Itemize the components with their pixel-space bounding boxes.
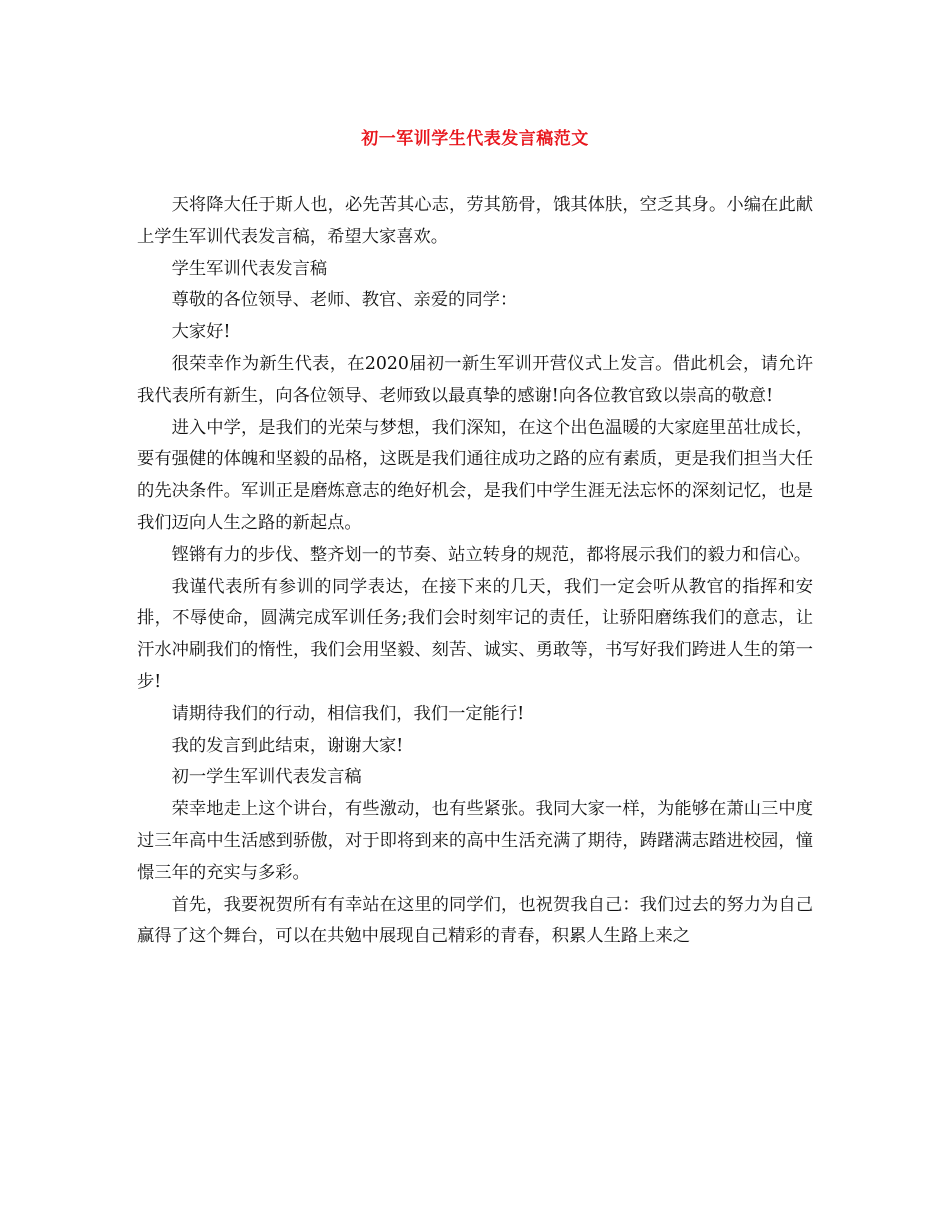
paragraph: 进入中学，是我们的光荣与梦想，我们深知，在这个出色温暖的大家庭里茁壮成长，要有强健的体魄和坚毅的品格，这既是我们通往成功之路的应有素质，更是我们担当大任的先决条件。军训正是磨炼意志的绝好机会，是我们中学生涯无法忘怀的深刻记忆，也是我们迈向人生之路的新起点。 xyxy=(137,417,813,533)
paragraph: 首先，我要祝贺所有有幸站在这里的同学们，也祝贺我自己：我们过去的努力为自己赢得了这个舞台，可以在共勉中展现自己精彩的青春，积累人生路上来之 xyxy=(137,894,813,947)
paragraph-greeting: 大家好! xyxy=(171,322,231,343)
paragraph-salutation: 尊敬的各位领导、老师、教官、亲爱的同学： xyxy=(171,290,518,311)
paragraph-closing: 我的发言到此结束，谢谢大家! xyxy=(171,735,404,756)
paragraph: 很荣幸作为新生代表，在2020届初一新生军训开营仪式上发言。借此机会，请允许我代表所有新生，向各位领导、老师致以最真挚的感谢!向各位教官致以崇高的敬意! xyxy=(137,353,813,406)
paragraph-intro: 天将降大任于斯人也，必先苦其心志，劳其筋骨，饿其体肤，空乏其身。小编在此献上学生军训代表发言稿，希望大家喜欢。 xyxy=(137,195,813,247)
paragraph: 铿锵有力的步伐、整齐划一的节奏、站立转身的规范，都将展示我们的毅力和信心。 xyxy=(171,544,812,565)
section-heading: 初一学生军训代表发言稿 xyxy=(171,767,362,788)
document-title: 初一军训学生代表发言稿范文 xyxy=(361,129,589,149)
section-heading: 学生军训代表发言稿 xyxy=(171,258,328,279)
paragraph: 请期待我们的行动，相信我们，我们一定能行! xyxy=(171,703,525,724)
document-body xyxy=(137,190,813,953)
paragraph: 我谨代表所有参训的同学表达，在接下来的几天，我们一定会听从教官的指挥和安排，不辱使命，圆满完成军训任务;我们会时刻牢记的责任，让骄阳磨练我们的意志，让汗水冲刷我们的惰性，我们会用坚毅、刻苦、诚实、勇敢等，书写好我们跨进人生的第一步! xyxy=(137,576,813,692)
paragraph: 荣幸地走上这个讲台，有些激动，也有些紧张。我同大家一样，为能够在萧山三中度过三年高中生活感到骄傲，对于即将到来的高中生活充满了期待，踌躇满志踏进校园，憧憬三年的充实与多彩。 xyxy=(137,799,813,883)
